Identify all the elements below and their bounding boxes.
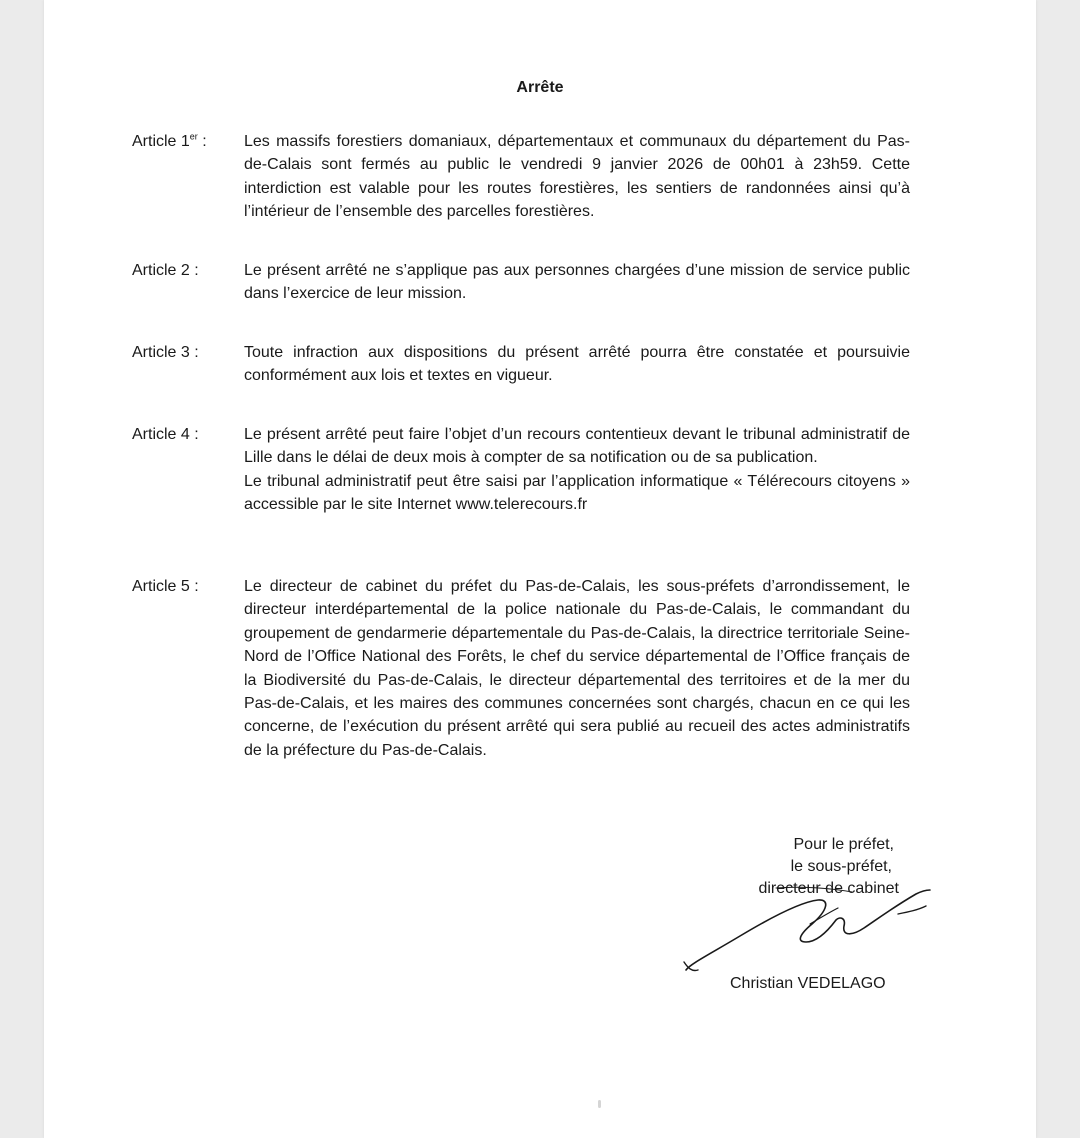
signature-line-3: directeur de cabinet	[758, 880, 899, 897]
document-title: Arrête	[516, 79, 564, 96]
signatory-name: Christian VEDELAGO	[730, 975, 886, 992]
article-1-body	[244, 130, 910, 224]
article-2-label: Article 2 :	[132, 262, 199, 279]
article-2-paragraph: Le présent arrêté ne s’applique pas aux personnes chargées d’une mission de service public dans l’exercice de leur mission.	[244, 262, 910, 303]
article-1-label-suffix: :	[197, 133, 207, 150]
article-5-body	[244, 575, 910, 762]
article-5-label: Article 5 :	[132, 578, 199, 595]
handwritten-signature-icon	[680, 884, 940, 976]
paper-speck	[598, 1100, 601, 1108]
signature-line-1: Pour le préfet,	[793, 836, 894, 853]
article-3-body	[244, 341, 910, 388]
article-1-label-sup: er	[189, 131, 198, 142]
article-3-label: Article 3 :	[132, 344, 199, 361]
article-3-paragraph: Toute infraction aux dispositions du présent arrêté pourra être constatée et poursuivie conformément aux lois et textes en vigueur.	[244, 344, 910, 385]
article-1-paragraph: Les massifs forestiers domaniaux, départementaux et communaux du département du Pas-de-Calais sont fermés au public le vendredi 9 janvier 2026 de 00h01 à 23h59. Cette interdiction est valable pour les routes forestières, les sentiers de randonnées ainsi qu’à l’intérieur de l’ensemble des parcelles forestières.	[244, 133, 910, 221]
document-page	[44, 0, 1036, 1138]
article-2-body	[244, 259, 910, 306]
article-4-paragraph-1: Le présent arrêté peut faire l’objet d’un recours contentieux devant le tribunal administratif de Lille dans le délai de deux mois à compter de sa notification ou de sa publication.	[244, 426, 910, 467]
article-4-body	[244, 423, 910, 517]
article-1-label	[132, 130, 207, 153]
article-1-label-text: Article 1	[132, 133, 190, 150]
signature-line-2: le sous-préfet,	[790, 858, 892, 875]
article-4-label: Article 4 :	[132, 426, 199, 443]
article-4-paragraph-2: Le tribunal administratif peut être saisi par l’application informatique « Télérecours citoyens » accessible par le site Internet www.telerecours.fr	[244, 472, 910, 514]
article-5-paragraph: Le directeur de cabinet du préfet du Pas-de-Calais, les sous-préfets d’arrondissement, le directeur interdépartemental de la police nationale du Pas-de-Calais, le commandant du groupement de gendarmerie départementale du Pas-de-Calais, la directrice territoriale Seine-Nord de l’Office National des Forêts, le chef du service départemental de l’Office français de la Biodiversité du Pas-de-Calais, le directeur départemental des territoires et de la mer du Pas-de-Calais, et les maires des communes concernées sont chargés, chacun en ce qui les concerne, de l’exécution du présent arrêté qui sera publié au recueil des actes administratifs de la préfecture du Pas-de-Calais.	[244, 578, 910, 759]
